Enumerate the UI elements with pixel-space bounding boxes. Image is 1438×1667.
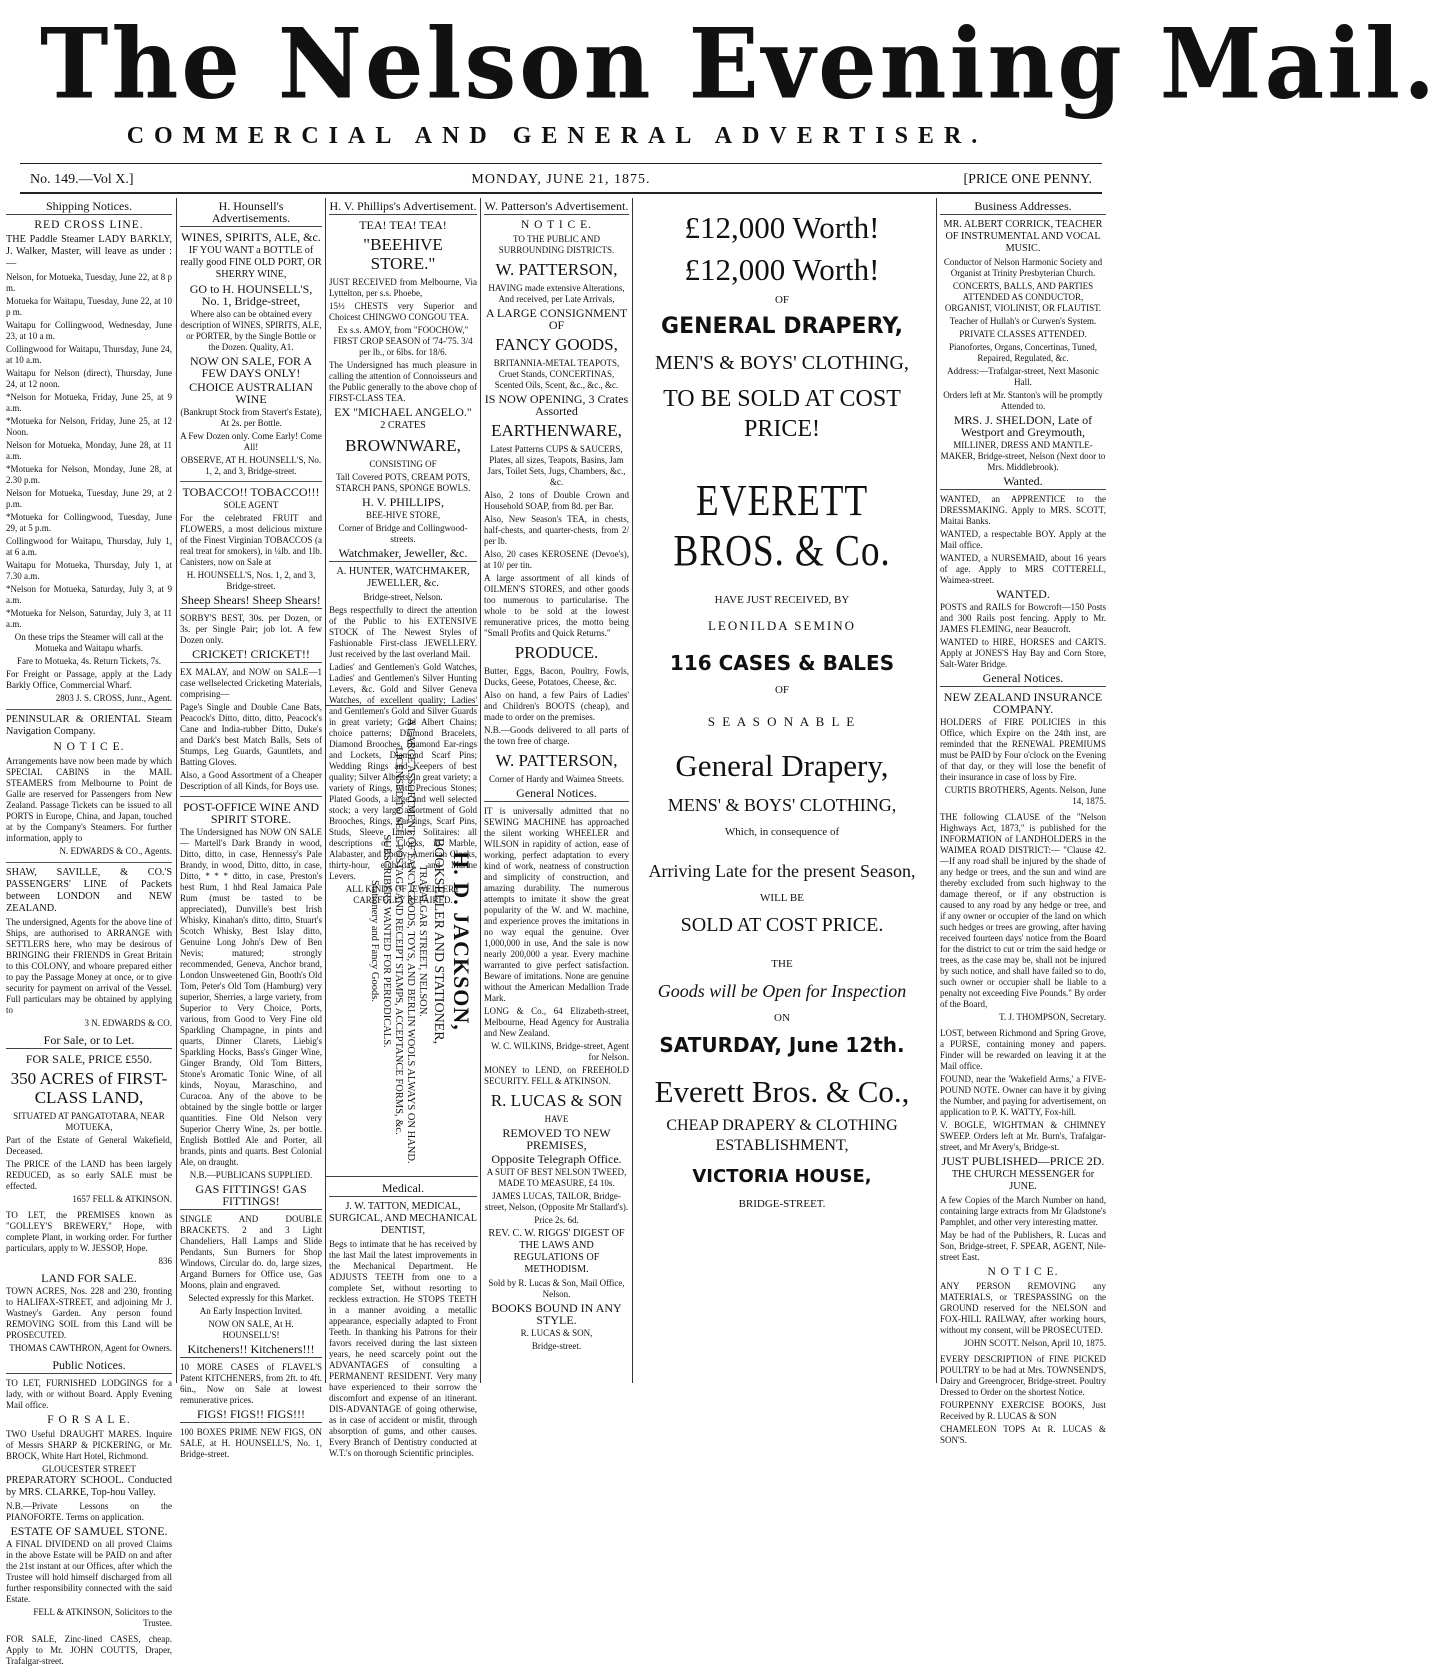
column-patterson — [484, 198, 629, 1383]
britannia: BRITANNIA-METAL TEAPOTS, Cruet Stands, CONCERTINAS, Scented Oils, Scent, &c., &c., &c. — [493, 358, 620, 390]
wanted-2: WANTED, a respectable BOY. Apply at the Mail office. — [940, 529, 1106, 550]
section-heading: Business Addresses. — [940, 200, 1106, 215]
section-heading: Public Notices. — [6, 1359, 172, 1374]
gloucester: GLOUCESTER STREET — [42, 1464, 136, 1474]
everett-bros-2: Everett Bros. & Co., — [654, 1074, 910, 1109]
wanted-4: WANTED to HIRE, HORSES and CARTS. Apply at JONES'S Hay Bay and Corn Store, Salt-Water Bridge. — [940, 637, 1106, 669]
address: Address:—Trafalgar-street, Next Masonic Hall. — [947, 366, 1099, 387]
messenger: THE CHURCH MESSENGER for JUNE. — [951, 1169, 1095, 1192]
earthenware: EARTHENWARE, — [491, 421, 622, 440]
pianos: Pianofortes, Organs, Concertinas, Tuned, Repaired, Regulated, &c. — [948, 342, 1098, 363]
sailing-13: *Nelson for Motueka, Saturday, July 3, at 9 a.m. — [6, 584, 172, 605]
sailing-14: *Motueka for Nelson, Saturday, July 3, at 11 a.m. — [6, 608, 172, 629]
suit: A SUIT OF BEST NELSON TWEED, MADE TO MEASURE, £4 10s. — [486, 1167, 627, 1188]
draught: TWO Useful DRAUGHT MARES. Inquire of Messrs SHARP & PICKERING, or Mr. BROCK, White Hart Hotel, Richmond. — [6, 1429, 172, 1461]
sailing-2: Waitapu for Collingwood, Wednesday, June 23, at 10 a m. — [6, 320, 172, 341]
also3: Also, 20 cases KEROSENE (Devoe's), at 10/ per tin. — [484, 549, 629, 570]
hunter: A. HUNTER, WATCHMAKER, JEWELLER, &c. — [336, 566, 470, 589]
dozen: A Few Dozen only. Come Early! Come All! — [180, 431, 322, 452]
sailing-4: Waitapu for Nelson (direct), Thursday, June 24, at 12 noon. — [6, 368, 172, 389]
sailing-3: Collingwood for Waitapu, Thursday, June 24, at 10 a.m. — [6, 344, 172, 365]
bridge2: Bridge-street. — [531, 1341, 582, 1351]
po-list: The Undersigned has NOW ON SALE— Martell's Dark Brandy in wood, Ditto, ditto, in case, Hennessy's Pale Brandy, in wood, Ditto, ditto, in case, Ditto, * * * ditto, in case, Preston's best Rum, 1 hhd Real Jamaica Pale Rum (must be tasted to be appreciated), Dunville's best Irish Whisky, Kinahan's ditto, ditto, Stuart's Scotch Whisky, Best Islay ditto, Genuine Long John's Dew of Ben Nevis; matured; strongly recommended, Geneva, Anchor brand, London Unsweetened Gin, Booth's Old Tom, Peter's Old Tom (Hamburg) very superior, Sherries, a large variety, from Superior to Very Choice, Ports, various, from Good to Very Fine old Sparkling Champagne, in pints and quarts, Dinner Clarets, Liebig's Sparkling Hocks, Bass's Ginger Wine, Ginger Brandy, Old Tom Bitters, Stone's Aromatic Tonic Wine, of all kinds, Noyau, Maraschino, and Curacoa. Any of the above to be obtained by the single bottle or larger quantities. Fine Old Nelson very Superior Cherry Wine, 2s. per bottle. English Bottled Ale and Porter, all brands, pints and quarts. Best Colonial Ale, on draught. — [180, 827, 322, 1167]
will-be: WILL BE — [760, 892, 804, 904]
sale-price: FOR SALE, PRICE £550. — [25, 1052, 153, 1066]
james: JAMES LUCAS, TAILOR, Bridge-street, Nelson, (Opposite Mr Stallard's). — [484, 1191, 629, 1212]
the-label: THE — [771, 958, 793, 970]
produce: PRODUCE. — [514, 643, 599, 662]
choice: CHOICE AUSTRALIAN WINE — [189, 380, 313, 406]
signature: 2803 J. S. CROSS, Junr., Agent. — [55, 693, 172, 703]
chameleon: CHAMELEON TOPS At R. LUCAS & SON'S. — [940, 1424, 1106, 1445]
bridge-street: BRIDGE-STREET. — [738, 1198, 826, 1210]
beehive-store: BEE-HIVE STORE, — [365, 510, 441, 520]
pots: Tall Covered POTS, CREAM POTS, STARCH PANS, SPONGE BOWLS. — [335, 472, 471, 493]
signature: 1657 FELL & ATKINSON. — [72, 1194, 172, 1204]
boots: Also on hand, a few Pairs of Ladies' and Children's BOOTS (cheap), and made to order on the premises. — [484, 690, 629, 722]
cricket-list: Page's Single and Double Cane Bats, Peacock's Ditto, ditto, ditto, Peacock's Cane and India-rubber Ditto, Duke's and Dark's best Match Balls, Sets of Stumps, Leg Guards, Gauntlets, and Batting Gloves. — [180, 702, 322, 767]
bridge: Bridge-street, Nelson. — [363, 592, 443, 602]
sailing-1: Motueka for Waitapu, Tuesday, June 22, at 10 p m. — [6, 296, 172, 317]
corrick: MR. ALBERT CORRICK, TEACHER OF INSTRUMENTAL AND VOCAL MUSIC. — [943, 219, 1103, 254]
jackson-goods: A LARGE ASSORTMENT OF FANCY GOODS, TOYS, AND BERLIN WOOLS ALWAYS ON HAND. — [405, 718, 416, 1164]
column-rule — [176, 198, 177, 1383]
copies: A few Copies of the March Number on hand, containing large extracts from Mr Gladstone's Pamphlet, and other very interesting matter. — [940, 1195, 1106, 1227]
sailing-0: Nelson, for Motueka, Tuesday, June 22, at 8 p m. — [6, 272, 172, 293]
consisting: CONSISTING OF — [369, 459, 437, 469]
town-acres: TOWN ACRES, Nos. 228 and 230, fronting to HALIFAX-STREET, and adjoining Mr J. Wastney's Garden. Any person found REMOVING SOIL from this Land will be PROSECUTED. — [6, 1286, 172, 1340]
situated: SITUATED AT PANGATOTARA, NEAR MOTUEKA, — [13, 1111, 165, 1132]
freight: For Freight or Passage, apply at the Lady Barkly Office, Commercial Wharf. — [6, 669, 172, 690]
hullah: Teacher of Hullah's or Curwen's System. — [949, 316, 1097, 326]
sold: Sold by R. Lucas & Son, Mail Office, Nelson. — [488, 1278, 625, 1299]
obtained: Where also can be obtained every description of WINES, SPIRITS, ALE, or PORTER, by the Single Bottle or the Dozen. Quality, A1. — [180, 309, 322, 352]
worth-line-2: £12,000 Worth! — [684, 252, 880, 287]
crates: 2 CRATES — [380, 420, 426, 431]
may: May be had of the Publishers, R. Lucas and Son, Bridge-street, F. SPEAR, AGENT, Nile-street East. — [940, 1230, 1106, 1262]
section-heading: Sheep Shears! Sheep Shears! — [181, 593, 321, 607]
riggs: REV. C. W. RIGGS' DIGEST OF THE LAWS AND REGULATIONS OF METHODISM. — [488, 1228, 625, 1275]
to-let: TO LET, the PREMISES known as "GOLLEY'S BREWERY," Hope, with complete Plant, in working order. For further particulars, apply to W. JESSOP, Hope. — [6, 1210, 172, 1253]
signature: CURTIS BROTHERS, Agents. Nelson, June 14, 1875. — [944, 785, 1106, 806]
hh: H. HOUNSELL'S, Nos. 1, 2, and 3, Bridge-street. — [186, 570, 316, 591]
estate: Part of the Estate of General Wakefield, Deceased. — [6, 1135, 172, 1156]
sewing: IT is universally admitted that no SEWING MACHINE has approached the silent working WHEELER and WILSON in rapidity of action, ease of working, perfect adaptation to every kind of work, neatness of construction and simplicity of construction, and amazing durability. The numerous attempts to imitate it show the great popularity of the W. and W. machine, and experience proves the imitations in no way equal the genuine. Over 1,000,000 in use, And the sale is now nearly 200,000 a year. Every machine warranted to give perfect satisfaction. Beware of imitations. None are genuine without the American Medallion Trade Mark. — [484, 806, 629, 1003]
signature: THOMAS CAWTHRON, Agent for Owners. — [9, 1343, 172, 1353]
poultry: EVERY DESCRIPTION of FINE PICKED POULTRY to be had at Mrs. TOWNSEND'S, Dairy and Greengrocer, Bridge-street. Poultry Dressed to Order on the shortest Notice. — [940, 1354, 1106, 1397]
latest: Latest Patterns CUPS & SAUCERS, Plates, all sizes, Teapots, Basins, Jam Jars, Toilet Sets, Jugs, Chambers, &c., &c. — [487, 444, 626, 487]
column-business — [940, 198, 1106, 1445]
divider — [180, 481, 322, 482]
sailing-12: Waitapu for Motueka, Thursday, July 1, at 7.30 a.m. — [6, 560, 172, 581]
on-label: ON — [774, 1012, 790, 1024]
sailing-10: *Motueka for Collingwood, Tuesday, June 29, at 5 p.m. — [6, 512, 172, 533]
to-public: TO THE PUBLIC AND SURROUNDING DISTRICTS. — [498, 234, 615, 255]
for-sale: F O R S A L E. — [47, 1414, 131, 1426]
sorby: SORBY'S BEST, 30s. per Dozen, or 3s. per Single Pair; job lot. A few Dozen only. — [180, 613, 322, 645]
tatton-body: Begs to intimate that he has received by the last Mail the latest improvements in the Mechanical Department. He ADJUSTS TEETH from one to a complete Set, without resorting to reckless extraction. He STOPS TEETH in a manner avoiding a metallic appearance, especially adapted to Front Teeth. In thanking his Patrons for their favors received during the last sixteen years, he need scarcely point out the ADVANTAGES of consulting a PERMANENT RESIDENT. Very many have experienced to their sorrow the discomfort and expense of an itinerant. DIS-ADVANTAGE of going otherwise, as in case of accident or misfit, through absorption of gums, and other causes. Every Branch of Dentistry conducted at W.T.'s on thorough Scientific principles. — [329, 1239, 477, 1458]
cost-price: TO BE SOLD AT COST PRICE! — [663, 386, 901, 442]
furnished: TO LET, FURNISHED LODGINGS for a lady, with or without Board. Apply Evening Mail office. — [6, 1378, 172, 1410]
large: A LARGE CONSIGNMENT OF — [485, 306, 628, 332]
lost: LOST, between Richmond and Spring Grove, a PURSE, containing money and papers. Finder will be rewarded on leaving it at the Mail office. — [940, 1028, 1106, 1071]
issue-date: MONDAY, JUNE 21, 1875. — [471, 172, 651, 187]
bottle: IF YOU WANT a BOTTLE of really good FINE OLD PORT, OR SHERRY WINE, — [180, 245, 322, 280]
masthead-rule — [20, 163, 1102, 164]
zinc: FOR SALE, Zinc-lined CASES, cheap. Apply to Mr. JOHN COUTTS, Draper, Trafalgar-street. — [6, 1634, 172, 1666]
amoy: Ex s.s. AMOY, from "FOOCHOW," FIRST CROP SEASON of '74-'75. 3/4 per lb., or 6lbs. for 18/6. — [333, 325, 473, 357]
masthead-rule-bottom — [20, 192, 1102, 194]
column-phillips — [329, 198, 477, 905]
fancy: FANCY GOODS, — [495, 335, 618, 354]
general-drapery: GENERAL DRAPERY, — [661, 314, 903, 339]
reduced: The PRICE of the LAND has been largely REDUCED, as so early SALE must be effected. — [6, 1159, 172, 1191]
beehive: "BEEHIVE STORE." — [363, 235, 443, 273]
also1: Also, 2 tons of Double Crown and Household SOAP, from 8d. per Bar. — [484, 490, 629, 511]
brownware: BROWNWARE, — [345, 436, 461, 455]
chests: 15½ CHESTS very Superior and Choicest CHINGWO CONGOU TEA. — [329, 301, 477, 322]
private: PRIVATE CLASSES ATTENDED. — [959, 329, 1087, 339]
milliner: MILLINER, DRESS AND MANTLE-MAKER, Bridge-street, Nelson (Next door to Mrs. Middlebrook). — [940, 440, 1106, 472]
section-heading: General Notices. — [484, 787, 629, 802]
stone: ESTATE OF SAMUEL STONE. — [10, 1524, 168, 1538]
issue-number: No. 149.—Vol X.] — [30, 172, 134, 187]
wanted-1: WANTED, an APPRENTICE to the DRESSMAKING. Apply to MRS. SCOTT, Maitai Banks. — [940, 494, 1106, 526]
section-heading: H. Hounsell's Advertisements. — [180, 200, 322, 227]
cases-bales: 116 CASES & BALES — [669, 651, 895, 675]
opposite: Opposite Telegraph Office. — [491, 1152, 622, 1166]
sailing-9: Nelson for Motueka, Tuesday, June 29, at 2 p.m. — [6, 488, 172, 509]
sailing-11: Collingwood for Waitapu, Thursday, July 1, at 6 a.m. — [6, 536, 172, 557]
section-heading: Shipping Notices. — [6, 200, 172, 215]
signature: 3 N. EDWARDS & CO. — [84, 1018, 172, 1028]
shaw-company: SHAW, SAVILLE, & CO.'S PASSENGERS' LINE of Packets between LONDON and NEW ZEALAND. — [6, 867, 172, 914]
ad-number: 836 — [158, 1256, 172, 1266]
land-sale: LAND FOR SALE. — [41, 1271, 137, 1285]
jackson-side: Stationery and Fancy Goods. — [369, 880, 380, 1002]
exercise: FOURPENNY EXERCISE BOOKS, Just Received by R. LUCAS & SON — [940, 1400, 1106, 1421]
column-hounsell — [180, 198, 322, 1459]
sailing-6: *Motueka for Nelson, Friday, June 25, at 12 Noon. — [6, 416, 172, 437]
section-heading: GAS FITTINGS! GAS FITTINGS! — [180, 1183, 322, 1210]
published: JUST PUBLISHED—PRICE 2D. — [941, 1154, 1105, 1168]
flavel: 10 MORE CASES of FLAVEL'S Patent KITCHENERS, from 2ft. to 4ft. 6in., Now on Sale at lowest remunerative prices. — [180, 1362, 322, 1405]
newspaper-title: The Nelson Evening Mail. — [40, 7, 1438, 121]
general-drapery-2: General Drapery, — [675, 748, 889, 783]
jackson-vertical-ad — [326, 705, 478, 1177]
sailing-note: On these trips the Steamer will call at the Motueka and Waitapu wharfs. — [14, 632, 164, 653]
everett-advertisement — [633, 198, 931, 1383]
jackson-subscribers: SUBSCRIBERS WANTED FOR PERIODICALS. — [381, 834, 392, 1048]
section-heading: General Notices. — [940, 672, 1106, 687]
ship-name: LEONILDA SEMINO — [707, 618, 857, 633]
prep-school: PREPARATORY SCHOOL. Conducted by MRS. CLARKE, Top-hou Valley. — [6, 1475, 172, 1498]
undersigned: The Undersigned has much pleasure in calling the attention of Connoisseurs and the Public generally to the above chop of FIRST-CLASS TEA. — [329, 360, 477, 403]
po-wine: POST-OFFICE WINE AND SPIRIT STORE. — [182, 800, 320, 826]
section-heading: Medical. — [329, 1182, 477, 1197]
sailing-5: *Nelson for Motueka, Friday, June 25, at 9 a.m. — [6, 392, 172, 413]
po-body: Arrangements have now been made by which SPECIAL CABINS in the MAIL STEAMERS from Melbourne to Point de Galle are reserved for Passengers from New Zealand. Passage Tickets can be issued to all PORTS in Europe, China, and Japan, touched at by the Company's Steamers. For further information, apply to — [6, 756, 172, 843]
cheap-drapery: CHEAP DRAPERY & CLOTHING ESTABLISHMENT, — [666, 1117, 898, 1154]
lucas2: R. LUCAS & SON, — [520, 1328, 593, 1338]
section-heading: Wanted. — [940, 475, 1106, 490]
jackson-name: H. D. JACKSON, — [449, 851, 474, 1031]
also: Also, a Good Assortment of a Cheaper Description of all Kinds, for Boys use. — [180, 770, 322, 791]
section-heading: Kitcheners!! Kitcheners!!! — [180, 1343, 322, 1358]
red-cross-line: RED CROSS LINE. — [34, 219, 144, 231]
sailing-7: Nelson for Motueka, Monday, June 28, at 11 a.m. — [6, 440, 172, 461]
early: An Early Inspection Invited. — [199, 1306, 303, 1316]
repaired: ALL KINDS OF JEWELLERY CAREFULLY REPAIRED. — [345, 884, 461, 905]
removed: REMOVED TO NEW PREMISES, — [502, 1126, 611, 1152]
jackson-trade: BOOKSELLER AND STATIONER, — [431, 837, 446, 1045]
gas-sel: Selected expressly for this Market. — [188, 1293, 314, 1303]
patterson2: W. PATTERSON, — [495, 751, 618, 770]
issue-price: [PRICE ONE PENNY. — [963, 172, 1092, 187]
corner: Corner of Hardy and Waimea Streets. — [488, 774, 625, 784]
dividend: A FINAL DIVIDEND on all proved Claims in the above Estate will be PAID on and after the 21st instant at our Offices, after which the Trustee will hold himself discharged from all further responsibility connected with the said Estate. — [6, 1539, 172, 1604]
corner: Corner of Bridge and Collingwood-streets. — [338, 523, 468, 544]
nb: N.B.—PUBLICANS SUPPLIED. — [189, 1170, 313, 1180]
signature: N. EDWARDS & CO., Agents. — [59, 846, 172, 856]
mens-clothing-2: MENS' & BOYS' CLOTHING, — [667, 795, 897, 815]
exmalay: EX MALAY, and NOW on SALE—1 case wellselected Cricketing Materials, comprising— — [180, 667, 322, 699]
dateline — [30, 172, 1092, 190]
piano: N.B.—Private Lessons on the PIANOFORTE. Terms on application. — [6, 1501, 172, 1522]
railway: ANY PERSON REMOVING any MATERIALS, or TRESPASSING on the GROUND reserved for the NELSON and FOX-HILL RAILWAY, after working hours, without my consent, will be PROSECUTED. — [940, 1281, 1106, 1335]
column-shipping — [6, 198, 172, 1666]
received: JUST RECEIVED from Melbourne, Via Lyttelton, per s.s. Phoebe, — [329, 277, 477, 298]
also2: Also, New Season's TEA, in chests, half-chests, and quarter-chests, from 2/ per lb. — [484, 514, 629, 546]
angelo: EX "MICHAEL ANGELO." — [334, 405, 472, 419]
holders: HOLDERS of FIRE POLICIES in this Office, which Expire on the 24th inst, are reminded that the RENEWAL PREMIUMS must be PAID by Four o'clock on the Evening of that day, or they will lose the benefit of their insurance in case of loss by Fire. — [940, 717, 1106, 782]
column-medical — [329, 1180, 478, 1458]
now-on: NOW ON SALE, FOR A FEW DAYS ONLY! — [189, 354, 313, 380]
tea: TEA! TEA! TEA! — [359, 218, 447, 232]
of-label: OF — [774, 294, 790, 306]
figs2: 100 BOXES PRIME NEW FIGS, ON SALE, at H. HOUNSELL'S, No. 1, Bridge-street. — [180, 1427, 322, 1459]
patterson: W. PATTERSON, — [495, 260, 618, 279]
jackson-vertical-ad-text — [326, 706, 476, 1176]
signature: JOHN SCOTT. Nelson, April 10, 1875. — [963, 1338, 1106, 1348]
wanted-label: WANTED. — [996, 587, 1050, 601]
price: Price 2s. 6d. — [534, 1215, 579, 1225]
seasonable: S E A S O N A B L E — [707, 714, 857, 729]
now-sale: NOW ON SALE, At H. HOUNSELL'S! — [208, 1319, 294, 1340]
section-heading: Watchmaker, Jeweller, &c. — [329, 547, 477, 562]
having: HAVING made extensive Alterations, And received, per Late Arrivals, — [488, 283, 625, 304]
open-inspection: Goods will be Open for Inspection — [657, 981, 907, 1001]
section-heading: W. Patterson's Advertisement. — [484, 199, 629, 213]
found: FOUND, near the 'Wakefield Arms,' a FIVE-POUND NOTE. Owner can have it by giving the Number, and paying for advertisement, on application to P. K. WATTY, Fox-hill. — [940, 1074, 1106, 1117]
section-heading: CRICKET! CRICKET!! — [180, 648, 322, 663]
ladies: Ladies' and Gentlemen's Gold Watches, Ladies' and Gentlemen's Silver Hunting Levers, &c. Gold and Silver Geneva Watches, of excellent quality; Ladies' and Gentlemen's Gold and Silver Guards in great variety; Gold Albert Chains; choice patterns; Diamond Bracelets, Diamond Brooches, Diamond Ear-rings and Lockets, Diamond Scarf Pins; Wedding Rings and Keepers of best quality; Silver Alberts, in great variety; a variety of Rings, with Precious Stones; Plated Goods, a large and well selected stock; a very large assortment of Gold Brooches, Rings, Ear-rings, Scarf Pins, Studs, Sleeve Links, Solitaires: all descriptions of Clocks, in Marble, Alabaster, and Ebony; American Clocks, thirty-hour, eight-day, and Marine Levers. — [329, 662, 477, 881]
signature: FELL & ATKINSON, Solicitors to the Trustee. — [33, 1607, 172, 1628]
column-rule — [936, 198, 937, 1383]
delivered: N.B.—Goods delivered to all parts of the town free of charge. — [484, 725, 629, 746]
tatton: J. W. TATTON, MEDICAL, SURGICAL, AND MECHANICAL DENTIST, — [329, 1201, 478, 1236]
sold-cost: SOLD AT COST PRICE. — [680, 914, 884, 936]
divider — [6, 862, 172, 863]
section-heading: H. V. Phillips's Advertisement. — [329, 199, 477, 213]
notice-label: N O T I C E. — [521, 219, 592, 231]
bankrupt: (Bankrupt Stock from Stavert's Estate), At 2s. per Bottle. — [180, 407, 322, 428]
jackson-address: TRAFALGAR STREET, NELSON. — [417, 865, 428, 1017]
of-label-2: OF — [774, 684, 790, 696]
butter: Butter, Eggs, Bacon, Poultry, Fowls, Ducks, Geese, Potatoes, Cheese, &c. — [484, 666, 629, 687]
opening: IS NOW OPENING, 3 Crates Assorted — [484, 392, 629, 418]
sole-agent: SOLE AGENT — [223, 500, 279, 510]
worth-line-1: £12,000 Worth! — [684, 210, 880, 245]
mens-clothing: MEN'S & BOYS' CLOTHING, — [655, 352, 909, 374]
saturday: SATURDAY, June 12th. — [659, 1033, 905, 1057]
jackson-licensed: LICENSED TO SELL POSTAGE AND RECEIPT STAMPS, ACCEPTANCE FORMS, &c. — [393, 747, 404, 1135]
concerts: CONCERTS, BALLS, AND PARTIES ATTENDED AS CONDUCTOR, ORGANIST, VIOLINIST, OR FLAUTIST. — [944, 281, 1102, 313]
victoria-house: VICTORIA HOUSE, — [692, 1166, 872, 1187]
tob-body: For the celebrated FRUIT and FLOWERS, a most delicious mixture of the Finest Virginian TOBACCOS (a real treat for smokers), in ¼lb. and 1lb. Canisters, now on Sale at — [180, 513, 322, 567]
arriving-late: Arriving Late for the present Season, — [648, 861, 916, 881]
sheldon: MRS. J. SHELDON, Late of Westport and Greymouth, — [953, 413, 1093, 439]
insurance: NEW ZEALAND INSURANCE COMPANY. — [943, 690, 1103, 716]
divider — [180, 796, 322, 797]
have-received: HAVE JUST RECEIVED, BY — [714, 594, 850, 606]
wilkins: W. C. WILKINS, Bridge-street, Agent for Nelson. — [491, 1041, 629, 1062]
section-heading: For Sale, or to Let. — [6, 1034, 172, 1049]
po-company: PENINSULAR & ORIENTAL Steam Navigation Company. — [6, 714, 172, 737]
which-consequence: Which, in consequence of — [724, 826, 840, 838]
fares: Fare to Motueka, 4s. Return Tickets, 7s. — [17, 656, 161, 666]
sailing-8: *Motueka for Nelson, Monday, June 28, at 2.30 p.m. — [6, 464, 172, 485]
signature: T. J. THOMPSON, Secretary. — [999, 1012, 1106, 1022]
divider — [6, 709, 172, 710]
long: LONG & Co., 64 Elizabeth-street, Melbourne, Head Agency for Australia and New Zealand. — [484, 1006, 629, 1038]
clause: THE following CLAUSE of the "Nelson Highways Act, 1873," is published for the INFORMATION of LANDHOLDERS in the WAIMEA ROAD DISTRICT:— "Clause 42.—If any road shall be injured by the shade of any hedge or trees, and the sun and wind are thereby excluded from such highway to the damage thereof, or if any obstruction is caused to any road by any hedge or tree, and if any owner or occupier of the land on which such hedges or trees are growing, after having received fourteen days' notice from the Board for the district to cut or trim the said hedge or trees, as the case may be, shall not be injured by such notice, and shall have failed so to do, such owner or occupier shall be liable to a penalty not exceeding Five Pounds." By order of the Board, — [940, 812, 1106, 1009]
wines: WINES, SPIRITS, ALE, &c. — [181, 230, 321, 244]
notice-label: N O T I C E. — [987, 1266, 1059, 1278]
begs: Begs respectfully to direct the attention of the Public to his EXTENSIVE STOCK of The Newest Styles of Fashionable First-class JEWELLERY. Just received by the last overland Mail. — [329, 605, 477, 659]
lucas: R. LUCAS & SON — [490, 1091, 623, 1110]
gas-list: SINGLE AND DOUBLE BRACKETS. 2 and 3 Light Chandeliers, Hall Lamps and Slide Pendants, Sun Burners for Shop Windows, Circular do. do, large sizes, Argand Burners for Office use, Gas Moons, plain and engraved. — [180, 1214, 322, 1290]
hvp: H. V. PHILLIPS, — [362, 495, 444, 509]
column-rule — [480, 198, 481, 1383]
steamer-notice: THE Paddle Steamer LADY BARKLY, J. Walker, Master, will leave as under :— — [6, 234, 172, 269]
orders: Orders left at Mr. Stanton's will be promptly Attended to. — [943, 390, 1103, 411]
notice-label: N O T I C E. — [53, 741, 125, 753]
posts: POSTS and RAILS for Bowcroft—150 Posts and 300 Rails post fencing. Apply to Mr. JAMES FLEMING, near Beaucroft. — [940, 602, 1106, 634]
oilmen: A large assortment of all kinds of OILMEN'S STORES, and other goods too numerous to particularise. The whole to be sold at the lowest remunerative prices, the motto being "Small Profits and Quick Returns." — [484, 573, 629, 638]
books: BOOKS BOUND IN ANY STYLE. — [491, 1301, 622, 1327]
observe: OBSERVE, AT H. HOUNSELL'S, No. 1, 2, and 3, Bridge-street. — [180, 455, 322, 476]
tobacco: TOBACCO!! TOBACCO!!! — [182, 485, 320, 499]
section-heading: FIGS! FIGS!! FIGS!!! — [180, 1408, 322, 1423]
acres: 350 ACRES of FIRST-CLASS LAND, — [10, 1069, 168, 1107]
masthead — [0, 0, 1438, 200]
newspaper-subtitle: COMMERCIAL AND GENERAL ADVERTISER. — [126, 123, 988, 149]
go-to: GO to H. HOUNSELL'S, No. 1, Bridge-street, — [189, 282, 313, 308]
have: HAVE — [544, 1114, 569, 1124]
bogle: V. BOGLE, WIGHTMAN & CHIMNEY SWEEP. Orders left at Mr. Burn's, Trafalgar-street, and Mr Avery's, Bridge-st. — [940, 1120, 1106, 1152]
wanted-3: WANTED, a NURSEMAID, about 16 years of age. Apply to MRS COTTERELL, Waimea-street. — [940, 553, 1106, 585]
everett-bros: EVERETT BROS. & Co. — [673, 476, 891, 575]
money: MONEY to LEND, on FREEHOLD SECURITY. FELL & ATKINSON. — [484, 1065, 629, 1086]
shaw-body: The undersigned, Agents for the above line of Ships, are authorised to ARRANGE with SETTLERS here, who may be desirous of BRINGING their FRIENDS in Great Britain to this COLONY, and whoare prepared either to pay the Passage Money at once, or to give security for payment on arrival of the Vessel. Full particulars may be obtained by applying to — [6, 917, 172, 1015]
conductor: Conductor of Nelson Harmonic Society and Organist at Trinity Presbyterian Church. — [943, 257, 1103, 278]
